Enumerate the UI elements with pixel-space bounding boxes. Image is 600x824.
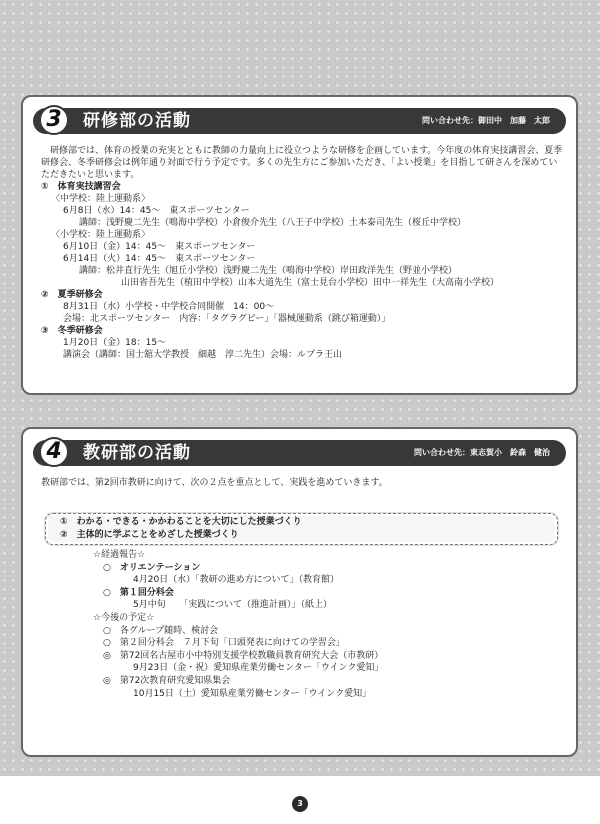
list-item: ○ 第１回分科会 [103, 587, 174, 598]
list-item: ◎ 第72次教育研究愛知県集会 [103, 675, 231, 686]
section-number: 3 [39, 105, 69, 135]
section-body [41, 145, 564, 361]
list-heading: ② 夏季研修会 [41, 290, 103, 300]
list-item: 〈小学校：陸上運動系〉 [51, 230, 151, 240]
section-card-kenshu [21, 95, 578, 395]
list-item: 8月31日（水）小学校・中学校合同開催 14：00～ [63, 302, 275, 312]
list-item: 会場：北スポーツセンター 内容：「タグラグビー」「器械運動系（跳び箱運動）」 [63, 314, 391, 324]
list-item: 5月中旬 「実践について（推進計画）」（紙上） [133, 600, 333, 611]
list-item: ○ オリエンテーション [103, 562, 201, 573]
list-item: 講師：松井直行先生（旭丘小学校）浅野慶二先生（鳴海中学校）岸田政洋先生（野並小学校） [79, 266, 458, 276]
section-card-kyouken [21, 427, 578, 757]
list-item: 6月14日（火）14：45～ 東スポーツセンター [63, 254, 256, 264]
list-item: ◎ 第72回名古屋市小中特別支援学校教職員教育研究大会（市教研） [103, 650, 384, 661]
list-heading: ① 体育実技講習会 [41, 182, 121, 192]
list-item: 1月20日（金）18：15～ [63, 338, 167, 348]
intro-paragraph: 教研部では、第2回市教研に向けて、次の２点を重点として、実践を進めていきます。 [41, 478, 388, 488]
list-item: 4月20日（水）「教研の進め方について」（教育館） [133, 575, 339, 586]
focus-point: ① わかる・できる・かかわることを大切にした授業づくり [60, 517, 302, 527]
intro-paragraph: 研修部では、体育の授業の充実とともに教師の力量向上に役立つような研修を企画しています。今年度の体育実技講習会、夏季研修会、冬季研修会は例年通り対面で行う予定です。多くの先生方にご参加いただき、「よい授業」を目指して研さんを深めていただきたいと思います。 [41, 146, 563, 180]
section-body [41, 477, 564, 489]
section-header-bar [33, 108, 566, 134]
list-item: 6月8日（水）14：45～ 東スポーツセンター [63, 206, 250, 216]
page-number: 3 [292, 796, 308, 812]
focus-point: ② 主体的に学ぶことをめざした授業づくり [60, 530, 239, 540]
list-item: 9月23日（金・祝）愛知県産業労働センター「ウインク愛知」 [133, 663, 384, 674]
list-heading: ③ 冬季研修会 [41, 326, 103, 336]
list-item: 6月10日（金）14：45～ 東スポーツセンター [63, 242, 256, 252]
list-item: 〈中学校：陸上運動系〉 [51, 194, 151, 204]
list-item: 山田省吾先生（植田中学校）山本大道先生（富士見台小学校）田中一祥先生（大高南小学校） [121, 278, 500, 288]
list-item: 10月15日（土）愛知県産業労働センター「ウインク愛知」 [133, 688, 372, 699]
list-item: ○ 各グループ随時、検討会 [103, 625, 219, 636]
section-header-bar [33, 440, 566, 466]
list-item: ○ 第２回分科会 ７月下旬「口頭発表に向けての学習会」 [103, 638, 345, 649]
list-heading: ☆今後の予定☆ [93, 612, 155, 623]
schedule-list [93, 549, 383, 700]
section-title: 研修部の活動 [83, 111, 191, 131]
section-title: 教研部の活動 [83, 443, 191, 463]
list-item: 講演会（講師：国士舘大学教授 細越 淳二先生）会場：ルプラ王山 [63, 350, 343, 360]
section-contact: 問い合わせ先：御田中 加藤 太郎 [422, 116, 550, 125]
list-item: 講師：浅野慶二先生（鳴海中学校）小倉俊介先生（八王子中学校）土本泰司先生（桜丘中学校） [79, 218, 467, 228]
list-heading: ☆経過報告☆ [93, 550, 146, 560]
section-number: 4 [39, 437, 69, 467]
section-contact: 問い合わせ先：東志賀小 鈴森 健治 [414, 448, 550, 457]
focus-points-box [45, 513, 558, 545]
